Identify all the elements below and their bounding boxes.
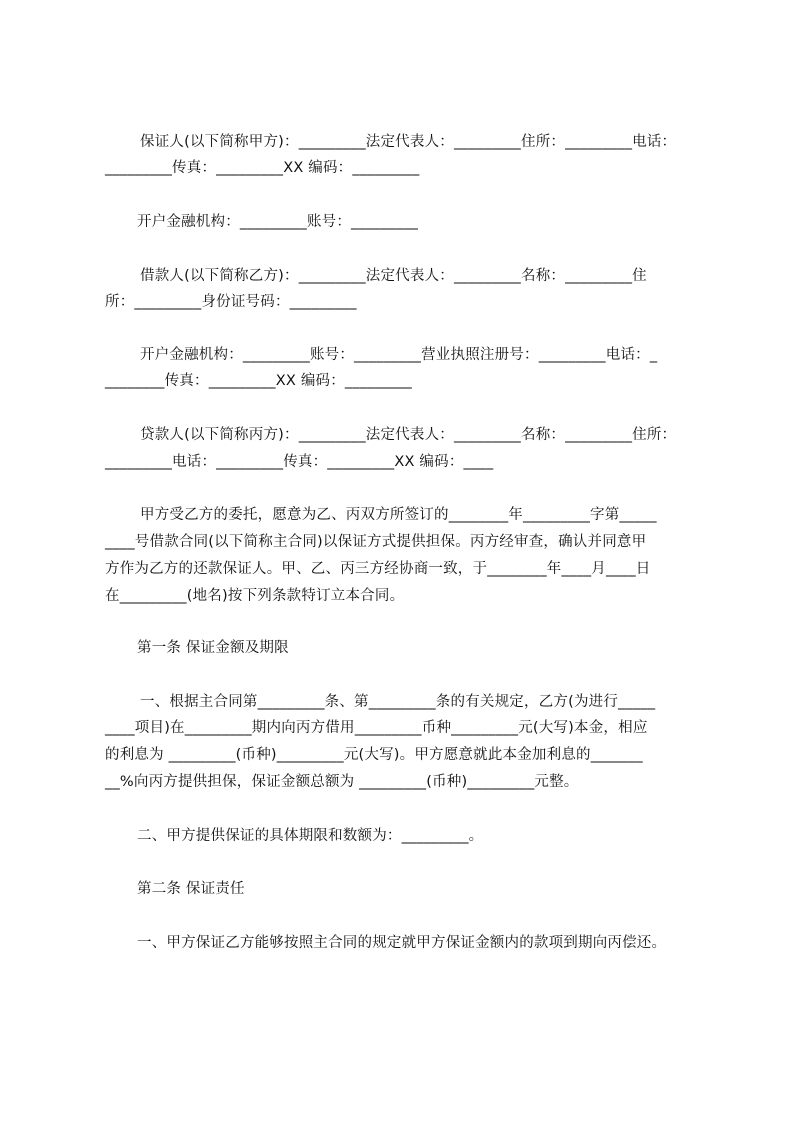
guarantor-bank-line: 开户金融机构：_________账号：_________: [137, 214, 419, 230]
preamble-line-3: 方作为乙方的还款保证人。甲、乙、丙三方经协商一致，于________年____月____日: [105, 561, 651, 577]
preamble-line-4: 在_________(地名)按下列条款特订立本合同。: [105, 588, 405, 604]
article-1-clause-2: 二、甲方提供保证的具体期限和数额为：_________。: [137, 828, 484, 844]
article-1-clause-1-line-4: __%向丙方提供担保，保证金额总额为 _________(币种)_________元整。: [105, 774, 579, 790]
article-1-clause-1-line-1: 一、根据主合同第_________条、第_________条的有关规定，乙方(为进行_____: [140, 694, 656, 710]
article-1-title: 第一条 保证金额及期限: [137, 640, 289, 656]
article-2-clause-1: 一、甲方保证乙方能够按照主合同的规定就甲方保证金额内的款项到期向丙偿还。: [137, 935, 667, 951]
borrower-bank-line-2: ________传真：_________XX 编码：_________: [105, 373, 412, 389]
preamble-line-2: ____号借款合同(以下简称主合同)以保证方式提供担保。丙方经审查，确认并同意甲: [105, 534, 647, 550]
lender-line-2: _________电话：_________传真：_________XX 编码：____: [105, 454, 494, 470]
borrower-line-1: 借款人(以下简称乙方)：_________法定代表人：_________名称：_________住: [140, 268, 647, 284]
borrower-line-2: 所：_________身份证号码：_________: [105, 294, 357, 310]
lender-line-1: 贷款人(以下简称丙方)：_________法定代表人：_________名称：_________住所：: [140, 427, 677, 443]
guarantor-line-2: _________传真：_________XX 编码：_________: [105, 160, 420, 176]
article-1-clause-1-line-2: ____项目)在_________期内向丙方借用_________币种_________元(大写)本金，相应: [105, 720, 648, 736]
borrower-bank-line-1: 开户金融机构：_________账号：_________营业执照注册号：_________电话：_: [140, 347, 658, 363]
guarantor-line-1: 保证人(以下简称甲方)：_________法定代表人：_________住所：_________电话：: [140, 134, 677, 150]
article-2-title: 第二条 保证责任: [137, 881, 245, 897]
article-1-clause-1-line-3: 的利息为 _________(币种)_________元(大写)。甲方愿意就此本金加利息的_______: [105, 747, 643, 763]
preamble-line-1: 甲方受乙方的委托，愿意为乙、丙双方所签订的________年_________字第_____: [140, 507, 657, 523]
